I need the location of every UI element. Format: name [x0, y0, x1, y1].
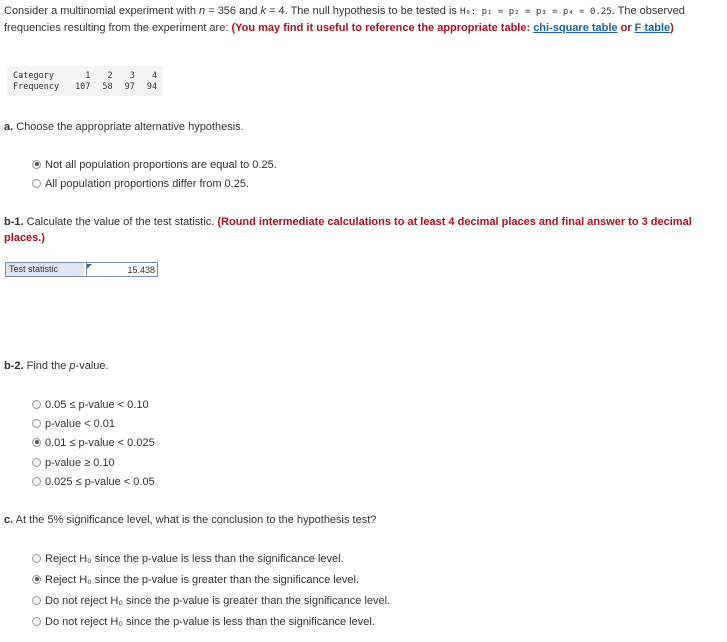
frequency-header: Frequency: [13, 82, 60, 92]
table-cell: 1: [85, 71, 91, 81]
radio-icon[interactable]: [32, 400, 41, 409]
radio-selected-icon[interactable]: [32, 575, 41, 584]
table-cell: 97: [124, 82, 135, 92]
table-cell: 58: [102, 82, 113, 92]
radio-icon[interactable]: [32, 554, 41, 563]
radio-selected-icon[interactable]: [32, 438, 41, 447]
radio-icon[interactable]: [32, 477, 41, 486]
radio-option[interactable]: 0.01 ≤ p-value < 0.025: [32, 435, 155, 451]
radio-icon[interactable]: [32, 596, 41, 605]
radio-icon[interactable]: [32, 419, 41, 428]
part-c-question: c. At the 5% significance level, what is the conclusion to the hypothesis test?: [4, 514, 377, 526]
table-hint: (You may find it useful to reference the appropriate table: chi-square table or F table): [231, 22, 674, 34]
table-cell: 2: [107, 71, 113, 81]
radio-icon[interactable]: [32, 179, 41, 188]
radio-option[interactable]: 0.025 ≤ p-value < 0.05: [32, 474, 155, 490]
table-cell: 3: [129, 71, 135, 81]
radio-icon[interactable]: [32, 458, 41, 467]
part-a-question: a. Choose the appropriate alternative hypothesis.: [4, 121, 244, 133]
radio-option[interactable]: p-value ≥ 0.10: [32, 455, 115, 471]
radio-selected-icon[interactable]: [32, 160, 41, 169]
test-statistic-input[interactable]: [86, 263, 157, 276]
part-b2-question: b-2. Find the p-value.: [4, 360, 109, 372]
f-table-link[interactable]: F table: [634, 22, 671, 34]
radio-option[interactable]: Reject H₀ since the p-value is greater than the significance level.: [32, 572, 359, 588]
table-cell: 4: [152, 71, 158, 81]
radio-icon[interactable]: [32, 617, 41, 626]
null-hypothesis: H₀: p₁ = p₂ = p₃ = p₄ = 0.25: [459, 7, 612, 17]
radio-option[interactable]: All population proportions differ from 0.25.: [32, 176, 249, 192]
chi-square-table-link[interactable]: chi-square table: [533, 22, 618, 34]
part-b1-question: b-1. Calculate the value of the test statistic. (Round intermediate calculations to at least 4 decimal places and final answer to 3 decimal places.): [4, 216, 692, 244]
radio-option[interactable]: Do not reject H₀ since the p-value is greater than the significance level.: [32, 593, 390, 609]
frequency-table: [7, 66, 163, 96]
radio-option[interactable]: Reject H₀ since the p-value is less than the significance level.: [32, 551, 344, 567]
table-cell: 107: [75, 82, 91, 92]
radio-option[interactable]: 0.05 ≤ p-value < 0.10: [32, 397, 149, 413]
category-header: Category: [13, 71, 54, 81]
table-row: [7, 82, 163, 96]
flag-icon: [87, 264, 92, 269]
table-cell: 94: [146, 82, 158, 92]
radio-option[interactable]: Not all population proportions are equal to 0.25.: [32, 157, 277, 173]
problem-statement: Consider a multinomial experiment with n = 356 and k = 4. The null hypothesis to be tested is H₀: p₁ = p₂ = p₃ = p₄ = 0.25. The observed frequencies resulting from the experiment are: (You may find it useful to reference the appropriate table: chi-square table or F table): [4, 5, 685, 34]
radio-option[interactable]: Do not reject H₀ since the p-value is less than the significance level.: [32, 614, 375, 630]
test-statistic-label: Test statistic: [6, 263, 84, 276]
radio-option[interactable]: p-value < 0.01: [32, 416, 115, 432]
test-statistic-field: [5, 262, 158, 277]
table-row: [7, 66, 163, 82]
